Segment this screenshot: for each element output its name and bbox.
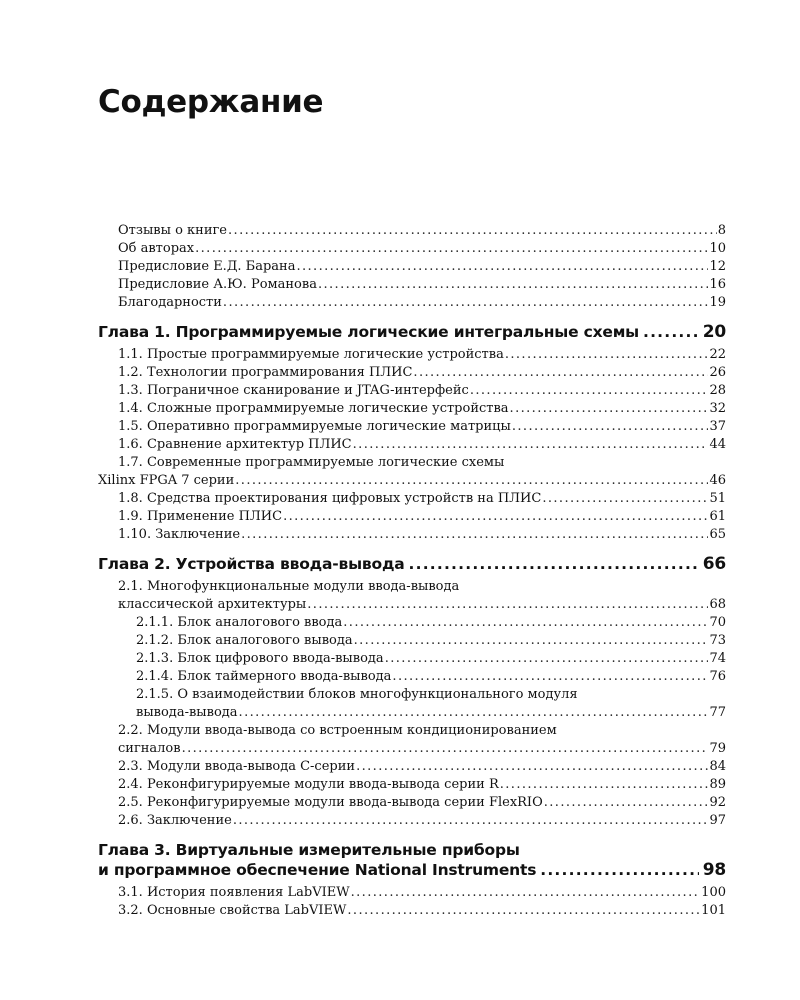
toc-entry-text: 1.4. Сложные программируемые логические устройства	[118, 401, 509, 416]
toc-entry-text: 1.3. Пограничное сканирование и JTAG-интерфейс	[118, 383, 469, 398]
dot-leader	[347, 902, 700, 920]
dot-leader	[542, 490, 708, 508]
toc-entry-text: 2.3. Модули ввода-вывода С-серии	[118, 759, 356, 774]
dot-leader	[385, 650, 709, 668]
dot-leader	[241, 526, 708, 544]
toc-entry-2-1[interactable]	[98, 578, 726, 614]
chapter-title: Глава 2. Устройства ввода-вывода	[98, 555, 405, 573]
chapter-page: 66	[702, 554, 726, 574]
toc-entry-text: классической архитектуры	[118, 597, 307, 612]
dot-leader	[239, 704, 709, 722]
dot-leader	[505, 346, 709, 364]
toc-entry-text-line1: 2.1. Многофункциональные модули ввода-вывода	[118, 579, 460, 594]
chapter-3	[98, 840, 726, 880]
chapter-1-sections	[98, 346, 726, 544]
dot-leader	[413, 364, 708, 382]
toc-entry-page: 65	[709, 527, 726, 542]
dot-leader	[307, 596, 708, 614]
dot-leader	[343, 614, 708, 632]
toc-entry-text: 1.8. Средства проектирования цифровых устройств на ПЛИС	[118, 491, 542, 506]
toc-entry-2-1-5[interactable]	[98, 686, 726, 722]
toc-entry-line2	[98, 704, 726, 722]
toc-entry-text-line1: 2.2. Модули ввода-вывода со встроенным кондиционированием	[118, 723, 557, 738]
toc-entry-page: 32	[709, 401, 726, 416]
toc-entry-1-3[interactable]	[98, 382, 726, 400]
chapter-3-sections	[98, 884, 726, 920]
toc-entry-text: Об авторах	[118, 241, 195, 256]
chapter-page: 98	[702, 860, 726, 880]
toc-entry-page: 28	[709, 383, 726, 398]
dot-leader	[233, 812, 709, 830]
dot-leader	[195, 240, 708, 258]
toc-entry-text: 3.1. История появления LabVIEW	[118, 885, 350, 900]
toc-entry-text: 1.5. Оперативно программируемые логические матрицы	[118, 419, 511, 434]
toc-entry-page: 19	[709, 295, 726, 310]
dot-leader	[351, 884, 701, 902]
toc-entry-text: 1.1. Простые программируемые логические устройства	[118, 347, 504, 362]
dot-leader	[228, 222, 717, 240]
chapter-1	[98, 322, 726, 342]
toc-entry-page: 77	[709, 705, 726, 720]
toc-entry-text: Благодарности	[118, 295, 222, 310]
chapter-1-heading[interactable]	[98, 322, 726, 342]
toc-entry-page: 51	[709, 491, 726, 506]
chapter-2-heading[interactable]	[98, 554, 726, 574]
dot-leader	[540, 860, 698, 880]
toc-entry-text: 2.1.1. Блок аналогового ввода	[136, 615, 343, 630]
toc-entry-text: Предисловие Е.Д. Барана	[118, 259, 296, 274]
chapter-title: Глава 1. Программируемые логические интегральные схемы	[98, 323, 639, 341]
toc-entry-text: Предисловие А.Ю. Романова	[118, 277, 317, 292]
toc-entry-2-5[interactable]	[98, 794, 726, 812]
toc-entry-1-5[interactable]	[98, 418, 726, 436]
chapter-3-heading[interactable]	[98, 860, 726, 880]
toc-entry-2-4[interactable]	[98, 776, 726, 794]
toc-entry-text: 1.9. Применение ПЛИС	[118, 509, 283, 524]
toc-entry-preface-romanov[interactable]	[98, 276, 726, 294]
toc-entry-2-2[interactable]	[98, 722, 726, 758]
toc-entry-text: Отзывы о книге	[118, 223, 228, 238]
toc-entry-2-6[interactable]	[98, 812, 726, 830]
toc-entry-text: Xilinx FPGA 7 серии	[98, 473, 235, 488]
toc-entry-page: 92	[709, 795, 726, 810]
toc-entry-page: 10	[709, 241, 726, 256]
dot-leader	[354, 632, 709, 650]
toc-entry-1-8[interactable]	[98, 490, 726, 508]
toc-entry-page: 22	[709, 347, 726, 362]
toc-entry-1-6[interactable]	[98, 436, 726, 454]
dot-leader	[223, 294, 709, 312]
toc-entry-2-1-2[interactable]	[98, 632, 726, 650]
toc-entry-page: 37	[709, 419, 726, 434]
dot-leader	[510, 400, 709, 418]
toc-entry-page: 89	[709, 777, 726, 792]
toc-entry-text: 3.2. Основные свойства LabVIEW	[118, 903, 347, 918]
toc-entry-text: 2.1.2. Блок аналогового вывода	[136, 633, 353, 648]
toc-entry-1-10[interactable]	[98, 526, 726, 544]
toc-entry-authors[interactable]	[98, 240, 726, 258]
dot-leader	[283, 508, 708, 526]
dot-leader	[356, 758, 708, 776]
chapter-3-title-line1[interactable]: Глава 3. Виртуальные измерительные приборы	[98, 841, 520, 859]
dot-leader	[544, 794, 709, 812]
dot-leader	[296, 258, 708, 276]
toc-entry-page: 100	[701, 885, 726, 900]
toc-entry-page: 101	[701, 903, 726, 918]
toc-entry-page: 84	[709, 759, 726, 774]
toc-entry-2-1-4[interactable]	[98, 668, 726, 686]
toc-entry-text: 1.2. Технологии программирования ПЛИС	[118, 365, 413, 380]
toc-entry-1-1[interactable]	[98, 346, 726, 364]
toc-entry-page: 61	[709, 509, 726, 524]
toc-entry-1-7[interactable]	[98, 454, 726, 490]
toc-entry-page: 97	[709, 813, 726, 828]
page-title: Содержание	[98, 84, 324, 120]
toc-entry-page: 8	[717, 223, 726, 238]
toc-entry-reviews[interactable]	[98, 222, 726, 240]
toc-entry-text: 2.5. Реконфигурируемые модули ввода-вывода серии FlexRIO	[118, 795, 543, 810]
toc-entry-line2	[98, 472, 726, 490]
toc-entry-line2	[98, 740, 726, 758]
dot-leader	[182, 740, 709, 758]
dot-leader	[392, 668, 708, 686]
dot-leader	[353, 436, 709, 454]
dot-leader	[318, 276, 709, 294]
toc-entry-page: 74	[709, 651, 726, 666]
toc-entry-text: вывода-вывода	[136, 705, 238, 720]
toc-entry-text: сигналов	[118, 741, 181, 756]
toc-entry-page: 46	[709, 473, 726, 488]
toc-entry-text: 2.4. Реконфигурируемые модули ввода-вывода серии R	[118, 777, 499, 792]
toc-entry-page: 16	[709, 277, 726, 292]
toc-entry-text: 2.1.3. Блок цифрового ввода-вывода	[136, 651, 384, 666]
toc-entry-page: 68	[709, 597, 726, 612]
toc-entry-acknowledgements[interactable]	[98, 294, 726, 312]
toc-entry-page: 44	[709, 437, 726, 452]
dot-leader	[512, 418, 709, 436]
dot-leader	[500, 776, 709, 794]
toc-entry-2-3[interactable]	[98, 758, 726, 776]
dot-leader	[409, 554, 699, 574]
toc-entry-text-line1: 2.1.5. О взаимодействии блоков многофункционального модуля	[136, 687, 578, 702]
toc-entry-text: 2.1.4. Блок таймерного ввода-вывода	[136, 669, 392, 684]
toc-entry-1-4[interactable]	[98, 400, 726, 418]
chapter-page: 20	[702, 322, 726, 342]
toc-entry-2-1-1[interactable]	[98, 614, 726, 632]
toc-entry-text: 1.6. Сравнение архитектур ПЛИС	[118, 437, 352, 452]
dot-leader	[235, 472, 708, 490]
toc-entry-line2	[98, 596, 726, 614]
toc-entry-3-1[interactable]	[98, 884, 726, 902]
dot-leader	[470, 382, 709, 400]
toc-entry-page: 26	[709, 365, 726, 380]
toc-entry-page: 73	[709, 633, 726, 648]
toc-entry-page: 70	[709, 615, 726, 630]
toc-entry-1-9[interactable]	[98, 508, 726, 526]
toc-entry-3-2[interactable]	[98, 902, 726, 920]
chapter-2	[98, 554, 726, 574]
toc-entry-preface-baran[interactable]	[98, 258, 726, 276]
toc-entry-text-line1: 1.7. Современные программируемые логические схемы	[118, 455, 505, 470]
toc-entry-2-1-3[interactable]	[98, 650, 726, 668]
front-matter-list	[98, 222, 726, 312]
table-of-contents	[98, 222, 726, 920]
toc-entry-page: 76	[709, 669, 726, 684]
dot-leader	[643, 322, 699, 342]
toc-entry-1-2[interactable]	[98, 364, 726, 382]
toc-entry-text: 1.10. Заключение	[118, 527, 241, 542]
chapter-title: и программное обеспечение National Instruments	[98, 861, 537, 879]
toc-entry-page: 79	[709, 741, 726, 756]
toc-entry-page: 12	[709, 259, 726, 274]
toc-entry-text: 2.6. Заключение	[118, 813, 232, 828]
chapter-2-sections	[98, 578, 726, 830]
